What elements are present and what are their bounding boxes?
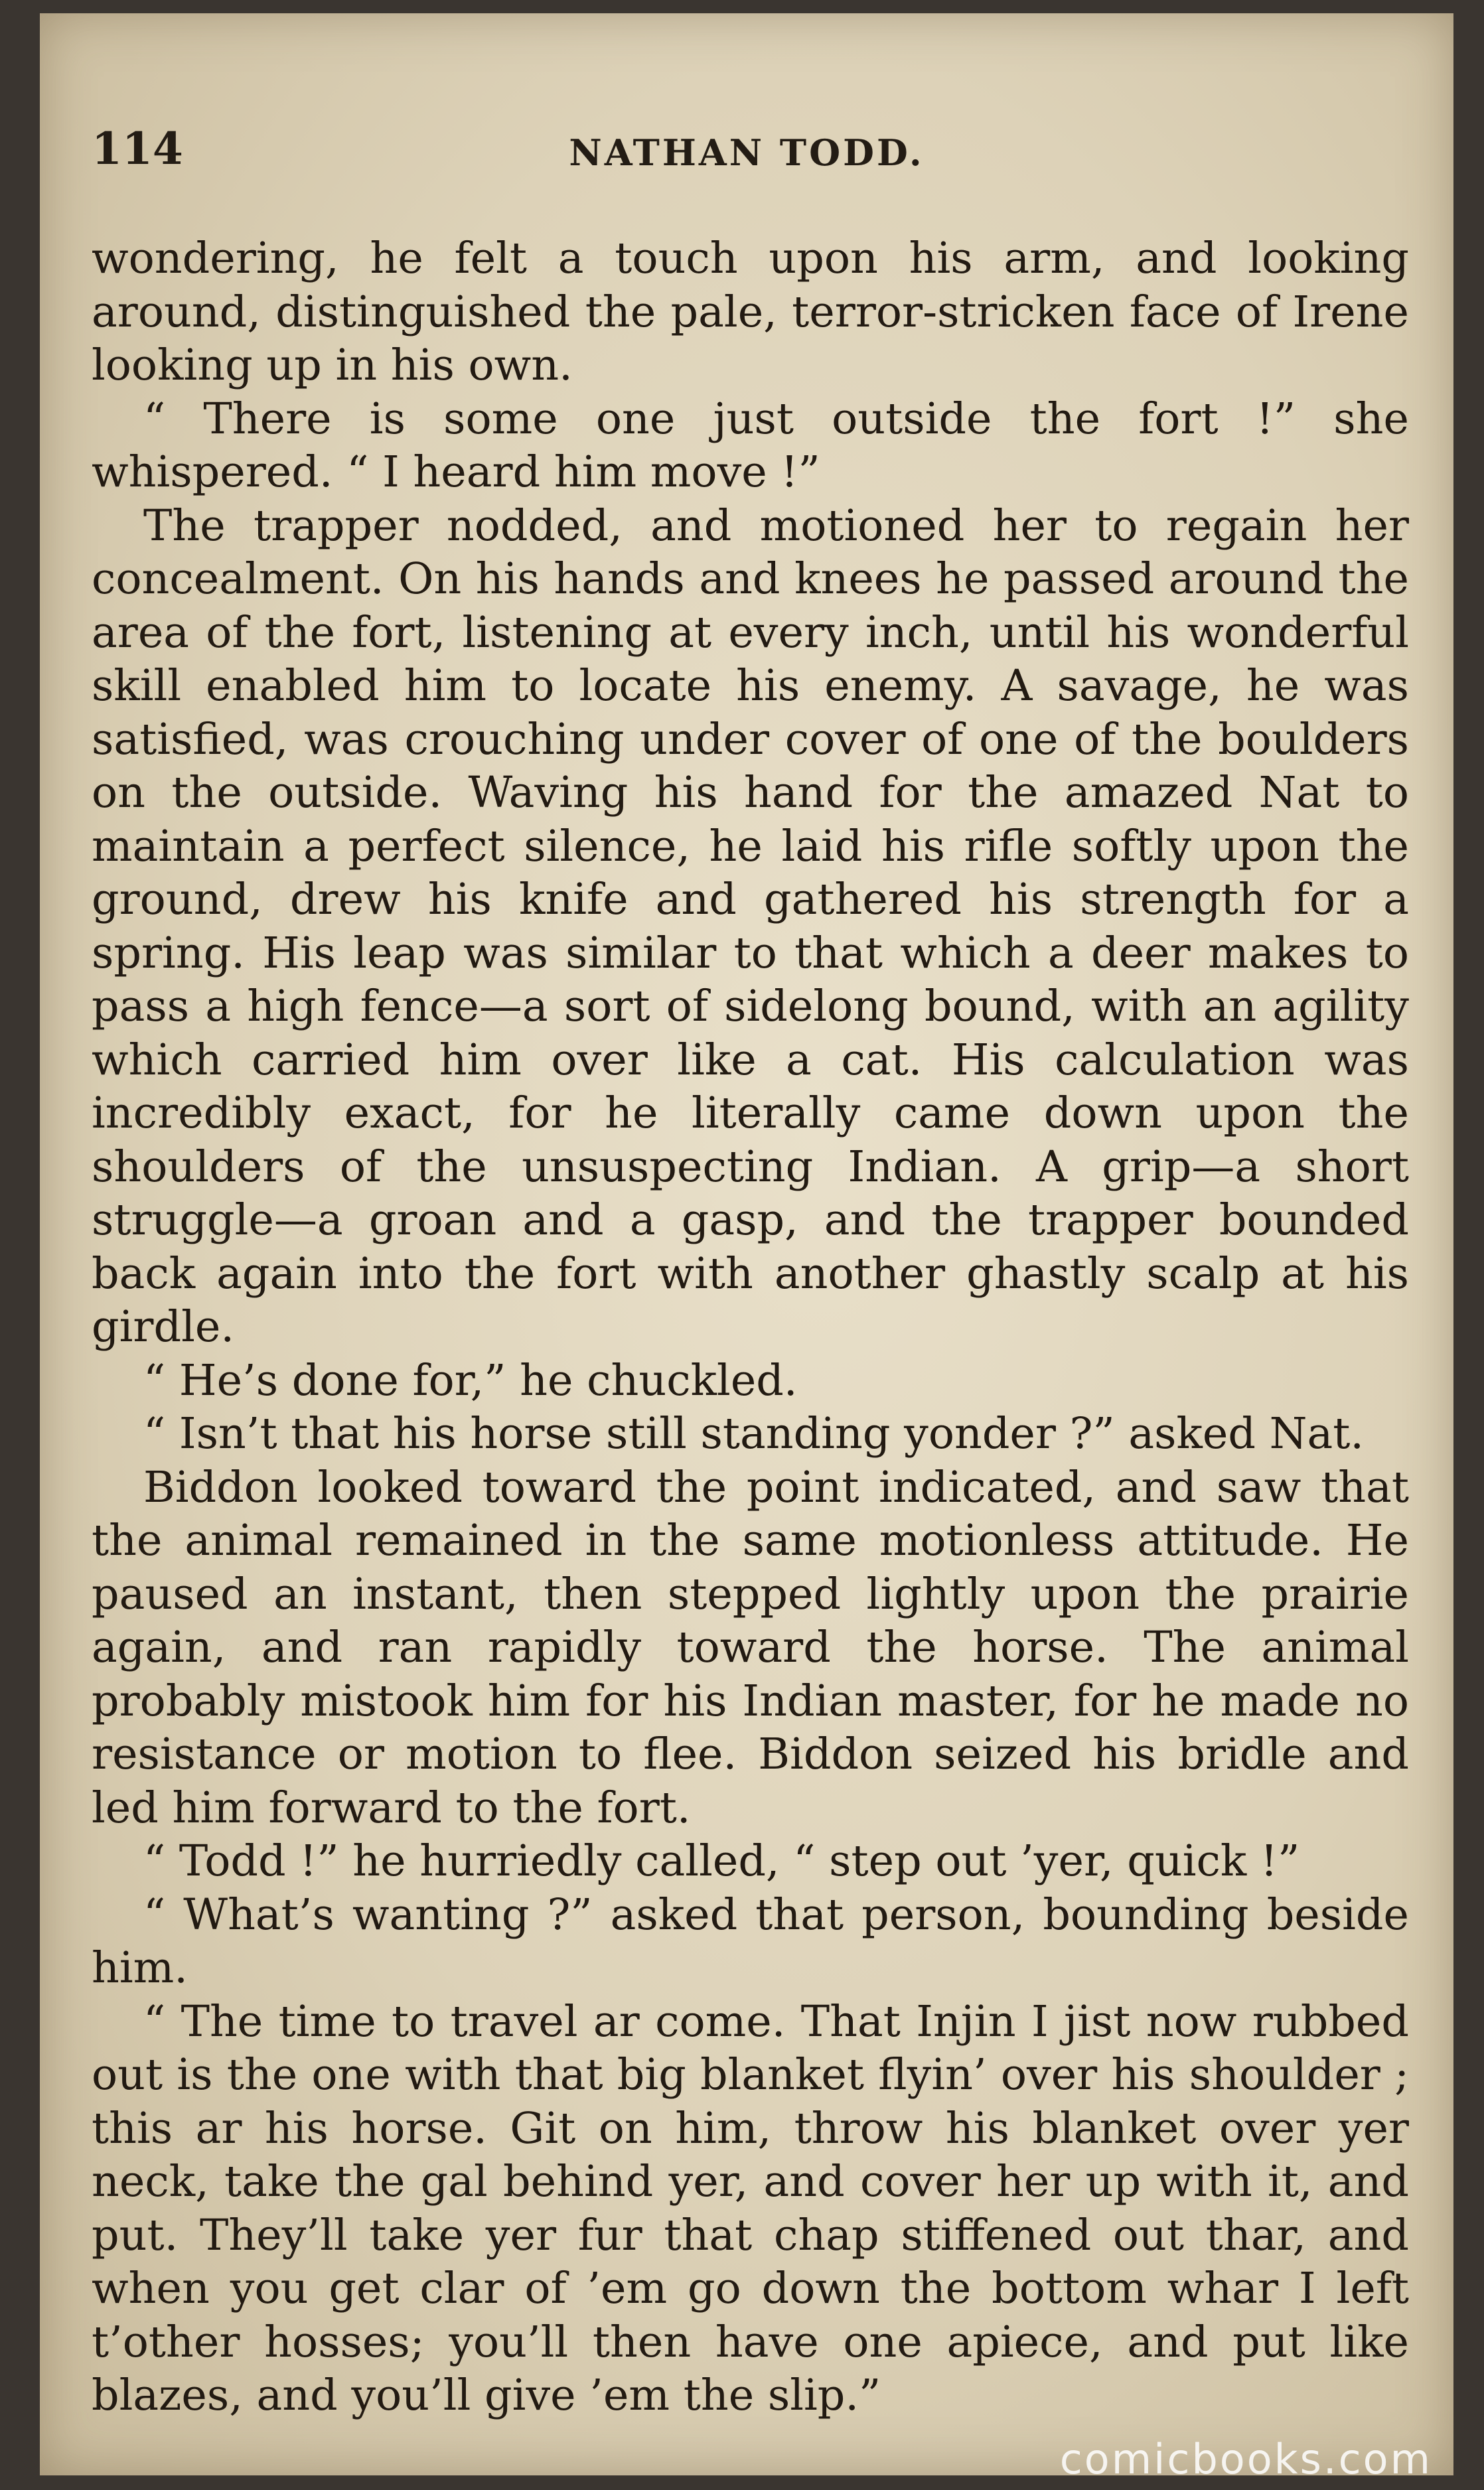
paragraph: “ He’s done for,” he chuckled. <box>143 1355 798 1406</box>
paragraph: “ The time to travel ar come. That Injin I jist now rubbed out is the one with that big blanket flyin’ over his shoulder ; this ar his horse. Git on him, throw his blanket over yer neck, take the gal behind yer, and cover her up with it, and put. They’ll take yer fur that chap stiffened out thar, and when you get clar of ’em go down the bottom whar I left t’other hosses; you’ll then have one apiece, and put like blazes, and you’ll give ’em the slip.” <box>92 1996 1409 2420</box>
page-number: 114 <box>92 123 183 175</box>
paragraph: Biddon looked toward the point indicated, and saw that the animal remained in the same motionless attitude. He paused an instant, then stepped lightly upon the prairie again, and ran rapidly toward the horse. The animal probably mistook him for his Indian master, for he made no resistance or motion to flee. Biddon seized his bridle and led him forward to the fort. <box>92 1462 1409 1833</box>
paragraph: “ There is some one just outside the fort !” she whispered. “ I heard him move !” <box>92 394 1409 497</box>
paragraph: The trapper nodded, and motioned her to regain her concealment. On his hands and knees he passed around the area of the fort, listening at every inch, until his wonderful skill enabled him to locate his enemy. A savage, he was satisfied, was crouching under cover of one of the boulders on the outside. Waving his hand for the amazed Nat to maintain a perfect silence, he laid his rifle softly upon the ground, drew his knife and gathered his strength for a spring. His leap was similar to that which a deer makes to pass a high fence—a sort of sidelong bound, with an agility which carried him over like a cat. His calculation was incredibly exact, for he literally came down upon the shoulders of the unsuspecting Indian. A grip—a short struggle—a groan and a gasp, and the trapper bounded back again into the fort with another ghastly scalp at his girdle. <box>92 500 1409 1352</box>
running-title: NATHAN TODD. <box>569 131 925 174</box>
paragraph: “ What’s wanting ?” asked that person, bounding beside him. <box>92 1889 1409 1993</box>
book-page <box>40 13 1453 2475</box>
body-text <box>92 232 1409 2423</box>
watermark: comicbooks.com <box>1059 2435 1432 2483</box>
paragraph: wondering, he felt a touch upon his arm, and looking around, distinguished the pale, terror-stricken face of Irene looking up in his own. <box>92 234 1409 390</box>
paragraph: “ Todd !” he hurriedly called, “ step out ’yer, quick !” <box>143 1836 1300 1886</box>
paragraph: “ Isn’t that his horse still standing yonder ?” asked Nat. <box>143 1409 1365 1459</box>
